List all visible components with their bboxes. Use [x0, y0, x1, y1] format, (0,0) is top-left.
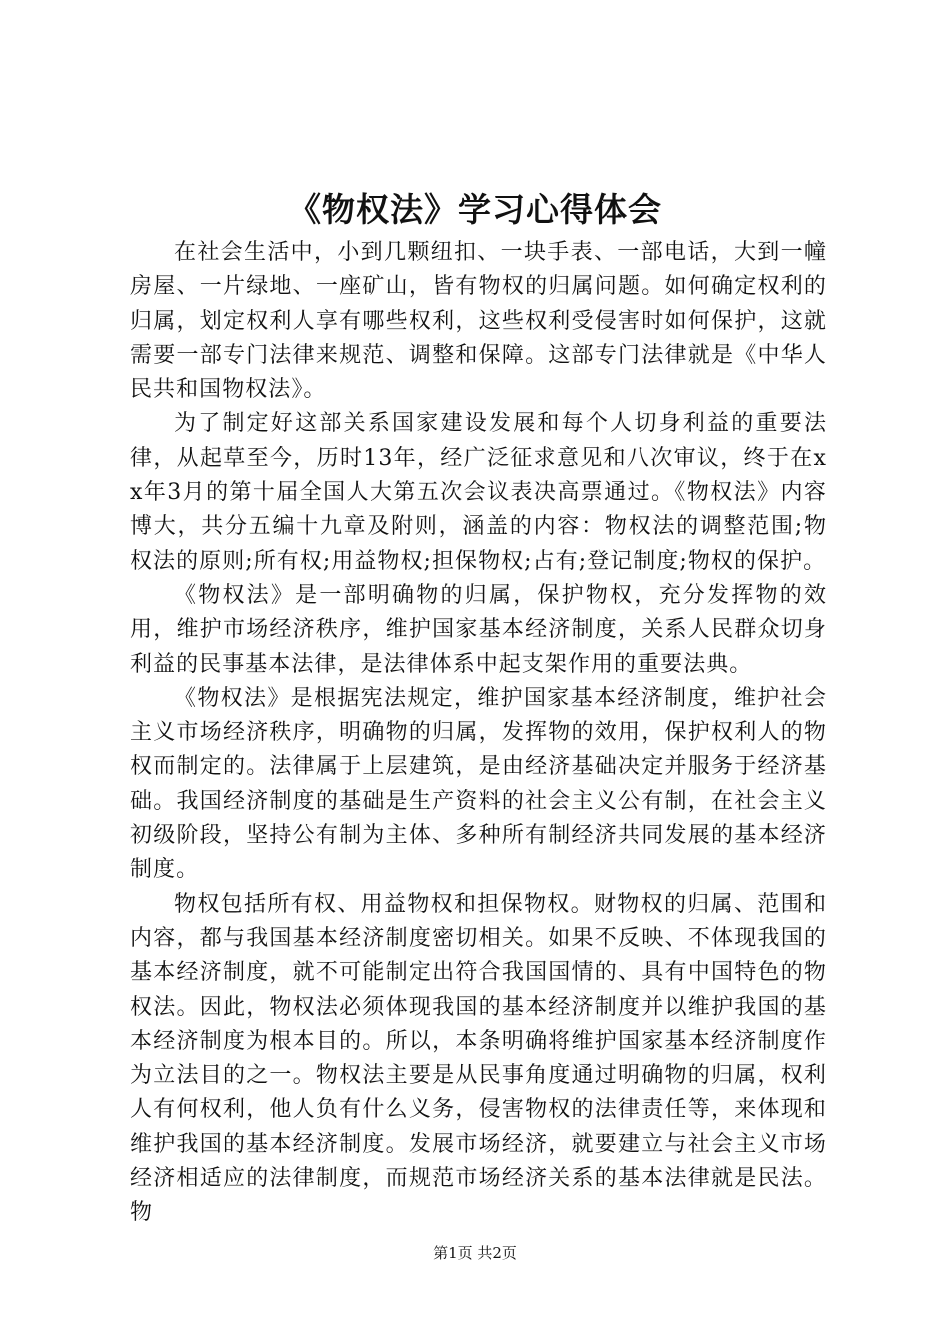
document-body [130, 236, 827, 1231]
document-title: 《物权法》学习心得体会 [288, 190, 662, 229]
paragraph-5: 物权包括所有权、用益物权和担保物权。财物权的归属、范围和内容，都与我国基本经济制度密切相关。如果不反映、不体现我国的基本经济制度，就不可能制定出符合我国国情的、具有中国特色的物权法。因此，物权法必须体现我国的基本经济制度并以维护我国的基本经济制度为根本目的。所以，本条明确将维护国家基本经济制度作为立法目的之一。物权法主要是从民事角度通过明确物的归属，权利人有何权利，他人负有什么义务，侵害物权的法律责任等，来体现和维护我国的基本经济制度。发展市场经济，就要建立与社会主义市场经济相适应的法律制度，而规范市场经济关系的基本法律就是民法。物 [130, 891, 827, 1226]
paragraph-2: 为了制定好这部关系国家建设发展和每个人切身利益的重要法律，从起草至今，历时13年，经广泛征求意见和八次审议，终于在xx年3月的第十届全国人大第五次会议表决高票通过。《物权法》内容博大，共分五编十九章及附则，涵盖的内容：物权法的调整范围;物权法的原则;所有权;用益物权;担保物权;占有;登记制度;物权的保护。 [130, 411, 827, 574]
paragraph-1: 在社会生活中，小到几颗纽扣、一块手表、一部电话，大到一幢房屋、一片绿地、一座矿山，皆有物权的归属问题。如何确定权利的归属，划定权利人享有哪些权利，这些权利受侵害时如何保护，这就需要一部专门法律来规范、调整和保障。这部专门法律就是《中华人民共和国物权法》。 [130, 240, 827, 403]
paragraph-3: 《物权法》是一部明确物的归属，保护物权，充分发挥物的效用，维护市场经济秩序，维护国家基本经济制度，关系人民群众切身利益的民事基本法律，是法律体系中起支架作用的重要法典。 [130, 582, 827, 677]
page-number-footer: 第1页 共2页 [433, 1244, 517, 1262]
paragraph-4: 《物权法》是根据宪法规定，维护国家基本经济制度，维护社会主义市场经济秩序，明确物的归属，发挥物的效用，保护权利人的物权而制定的。法律属于上层建筑，是由经济基础决定并服务于经济基础。我国经济制度的基础是生产资料的社会主义公有制，在社会主义初级阶段，坚持公有制为主体、多种所有制经济共同发展的基本经济制度。 [130, 685, 827, 883]
